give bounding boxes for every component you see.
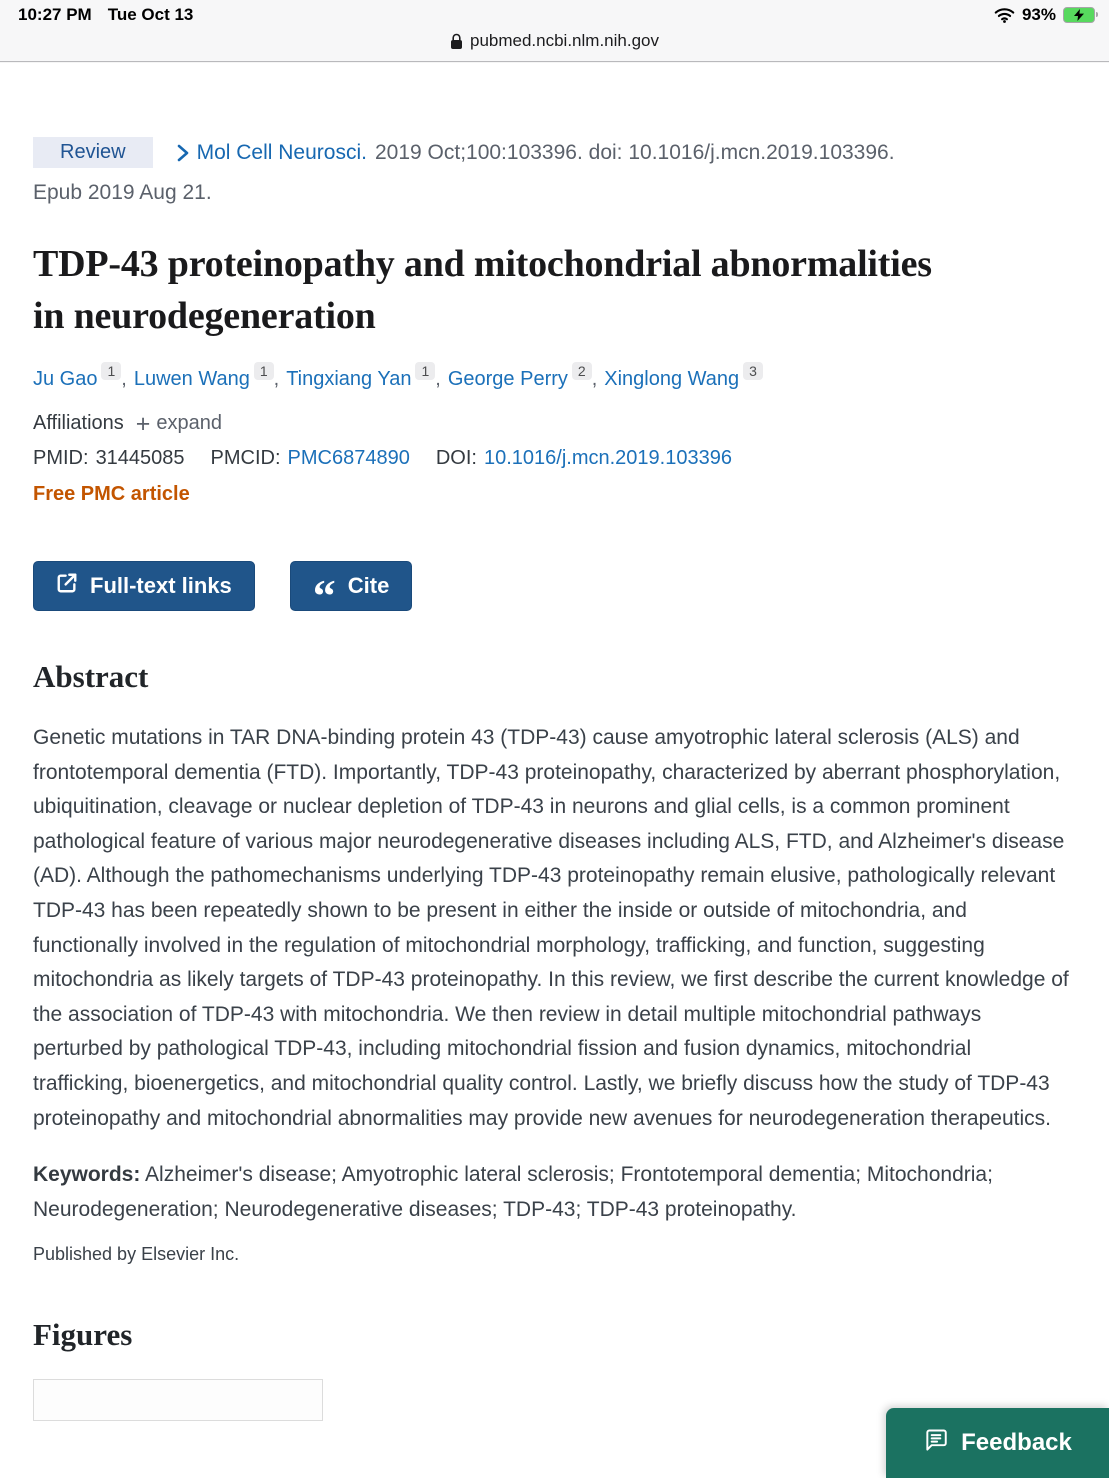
abstract-text: Genetic mutations in TAR DNA-binding protein 43 (TDP-43) cause amyotrophic lateral sclerosis (ALS) and frontotemporal dementia (FTD). Importantly, TDP-43 proteinopathy, characterized by aberrant phosphorylation, ubiquitination, cleavage or nuclear depletion of TDP-43 in neurons and glial cells, is a common prominent pathological feature of various major neurodegenerative diseases including ALS, FTD, and Alzheimer's disease (AD). Although the pathomechanisms underlying TDP-43 proteinopathy remain elusive, pathologically relevant TDP-43 has been repeatedly shown to be present in either the inside or outside of mitochondria, and functionally involved in the regulation of mitochondrial morphology, trafficking, and function, suggesting mitochondria as likely targets of TDP-43 proteinopathy. In this review, we first describe the current knowledge of the association of TDP-43 with mitochondria. We then review in detail multiple mitochondrial pathways perturbed by pathological TDP-43, including mitochondrial fission and fusion dynamics, mitochondrial trafficking, bioenergetics, and mitochondrial quality control. Lastly, we briefly discuss how the study of TDP-43 proteinopathy and mitochondrial abnormalities may provide new avenues for neurodegeneration therapeutics. <box>33 726 1069 1130</box>
feedback-icon <box>923 1427 949 1460</box>
external-link-icon <box>56 572 78 600</box>
status-date: Tue Oct 13 <box>107 5 194 24</box>
doi-label: DOI: <box>435 447 477 470</box>
plus-icon: + <box>135 409 151 438</box>
author-link[interactable]: Tingxiang Yan <box>286 368 412 391</box>
author-list <box>33 363 1076 391</box>
pmcid-label: PMCID: <box>210 447 281 470</box>
abstract-heading: Abstract <box>33 659 149 695</box>
page-title: TDP-43 proteinopathy and mitochondrial abnormalities in neurodegeneration <box>33 243 932 338</box>
pmid-value: 31445085 <box>95 447 185 470</box>
author-link[interactable]: Ju Gao <box>33 368 98 391</box>
url-text: pubmed.ncbi.nlm.nih.gov <box>469 31 659 50</box>
feedback-label: Feedback <box>961 1429 1072 1456</box>
status-bar <box>18 5 1095 25</box>
author-affiliation-sup: 2 <box>572 362 592 380</box>
author-separator: , <box>591 368 598 391</box>
pmcid-link[interactable]: PMC6874890 <box>287 447 410 470</box>
author-link[interactable]: Xinglong Wang <box>604 368 740 391</box>
chevron-right-icon <box>175 143 191 163</box>
keywords-label: Keywords: <box>33 1163 141 1187</box>
author-affiliation-sup: 1 <box>101 362 121 380</box>
author-link[interactable]: George Perry <box>447 368 568 391</box>
publication-type-badge: Review <box>33 137 153 168</box>
citation-row <box>33 137 1076 168</box>
publisher-note: Published by Elsevier Inc. <box>33 1244 240 1265</box>
full-text-links-button[interactable] <box>33 561 255 611</box>
safari-toolbar <box>0 0 1109 62</box>
doi-link[interactable]: 10.1016/j.mcn.2019.103396 <box>483 447 732 470</box>
wifi-icon <box>994 7 1015 23</box>
citation-text: 2019 Oct;100:103396. doi: 10.1016/j.mcn.2019.103396. <box>374 140 895 164</box>
cite-label: Cite <box>347 573 390 599</box>
author-separator: , <box>273 368 280 391</box>
figures-heading: Figures <box>33 1317 133 1353</box>
cite-button[interactable]: “ Cite <box>290 561 413 611</box>
figure-thumbnail-card[interactable] <box>33 1379 323 1421</box>
expand-label: expand <box>156 412 223 435</box>
feedback-button[interactable] <box>886 1408 1109 1478</box>
author-affiliation-sup: 1 <box>415 362 435 380</box>
article-page <box>0 137 1109 1421</box>
pmid-label: PMID: <box>33 447 89 470</box>
action-buttons <box>33 561 1076 622</box>
address-bar[interactable] <box>0 31 1109 51</box>
affiliations-label: Affiliations <box>33 412 124 435</box>
author-separator: , <box>121 368 127 391</box>
author-separator: , <box>435 368 441 391</box>
status-time: 10:27 PM <box>18 5 92 24</box>
battery-charging-icon <box>1063 7 1095 23</box>
lock-icon <box>450 33 463 50</box>
free-pmc-article-label: Free PMC article <box>33 483 190 506</box>
keywords-text: Alzheimer's disease; Amyotrophic lateral sclerosis; Frontotemporal dementia; Mitochondria; Neurodegeneration; Neurodegenerative diseases; TDP-43; TDP-43 proteinopathy. <box>33 1163 993 1221</box>
author-link[interactable]: Luwen Wang <box>133 368 250 391</box>
author-affiliation-sup: 1 <box>254 362 274 380</box>
epub-date: Epub 2019 Aug 21. <box>33 181 212 204</box>
expand-affiliations-button[interactable] <box>135 409 223 438</box>
battery-percent: 93% <box>1021 5 1056 24</box>
keywords-paragraph <box>33 1158 1069 1227</box>
identifiers-row <box>33 447 1076 470</box>
status-left <box>18 5 193 25</box>
full-text-links-label: Full-text links <box>90 573 232 599</box>
status-right <box>994 5 1095 25</box>
affiliations-row <box>33 409 1076 438</box>
author-affiliation-sup: 3 <box>743 362 763 380</box>
journal-link[interactable]: Mol Cell Neurosci. <box>196 140 367 164</box>
